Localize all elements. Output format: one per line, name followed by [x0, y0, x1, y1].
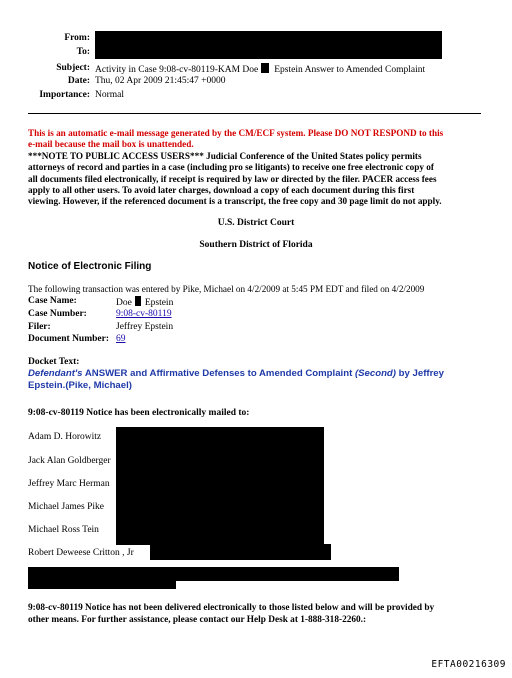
- public-line-4: apply to all other users. To avoid later charges, download a copy of each document during this first: [28, 184, 415, 195]
- recipient-2: Jeffrey Marc Herman: [28, 479, 110, 489]
- docket-tail: by Jeffrey: [398, 368, 444, 379]
- recipient-5: Robert Deweese Critton , Jr: [28, 548, 134, 558]
- case-name-redaction: [135, 296, 141, 306]
- to-label: To:: [76, 47, 90, 57]
- subject-value: [95, 63, 425, 75]
- public-line-5: viewing. However, if the referenced document is a transcript, the free copy and 30 page limit do not apply.: [28, 196, 442, 207]
- not-delivered-line-2: other means. For further assistance, please contact our Help Desk at 1-888-318-2260.:: [28, 615, 367, 625]
- docket-line-2: Epstein.(Pike, Michael): [28, 380, 132, 391]
- recipient-mermelstein-email-redaction-2: [28, 581, 176, 589]
- auto-line-1: This is an automatic e-mail message generated by the CM/ECF system. Please DO NOT RESPOND to this: [28, 128, 444, 138]
- bates-id: EFTA00216309: [431, 659, 506, 670]
- to-redaction: [95, 45, 442, 59]
- recipient-4: Michael Ross Tein: [28, 525, 99, 535]
- case-name-a: Doe: [116, 298, 132, 308]
- filing-heading: Notice of Electronic Filing: [28, 261, 152, 272]
- docket-label: Docket Text:: [28, 357, 80, 367]
- docket-italic-b: (Second): [354, 368, 396, 379]
- date-label: Date:: [67, 76, 90, 86]
- importance-label: Importance:: [39, 90, 90, 100]
- public-access-note: [28, 151, 488, 207]
- case-name-b: Epstein: [144, 298, 174, 308]
- not-delivered-line-1: 9:08-cv-80119 Notice has not been delivered electronically to those listed below and will be provided by: [28, 603, 435, 613]
- docket-line-1: [28, 368, 444, 379]
- auto-message-notice: [28, 128, 488, 151]
- recipient-mermelstein-email-redaction: [28, 567, 399, 581]
- date-value: Thu, 02 Apr 2009 21:45:47 +0000: [95, 76, 226, 86]
- filer-value: Jeffrey Epstein: [116, 322, 174, 332]
- recipients-email-redaction-block: [116, 427, 324, 545]
- public-line-2: attorneys of record and parties in a case (including pro se litigants) to receive one free electronic copy of: [28, 162, 434, 173]
- public-line-3: all documents filed electronically, if receipt is required by law or directed by the filer. PACER access fees: [28, 173, 437, 184]
- subject-label: Subject:: [56, 63, 90, 73]
- case-name-value: [116, 296, 173, 308]
- subject-redaction: [261, 63, 269, 73]
- filer-label: Filer:: [28, 322, 51, 332]
- subject-text-b: Epstein Answer to Amended Complaint: [274, 65, 426, 75]
- subject-text-a: Activity in Case 9:08-cv-80119-KAM Doe: [95, 65, 259, 75]
- case-name-label: Case Name:: [28, 296, 77, 306]
- recipient-3: Michael James Pike: [28, 502, 104, 512]
- recipient-1: Jack Alan Goldberger: [28, 456, 111, 466]
- case-number-label: Case Number:: [28, 309, 87, 319]
- court-district: Southern District of Florida: [199, 240, 313, 250]
- recipient-0: Adam D. Horowitz: [28, 432, 102, 442]
- public-line-1: ***NOTE TO PUBLIC ACCESS USERS*** Judicial Conference of the United States policy permits: [28, 151, 422, 161]
- court-name: U.S. District Court: [217, 218, 295, 228]
- auto-line-2: e-mail because the mail box is unattended.: [28, 139, 194, 150]
- docket-italic-a: Defendant's: [28, 368, 83, 379]
- mailed-heading: 9:08-cv-80119 Notice has been electronically mailed to:: [28, 408, 250, 418]
- recipient-critton-email-redaction: [150, 544, 331, 560]
- header-divider: [28, 113, 481, 114]
- case-number-link[interactable]: 9:08-cv-80119: [116, 309, 172, 319]
- importance-value: Normal: [95, 90, 125, 100]
- from-redaction: [95, 31, 442, 45]
- doc-number-link[interactable]: 69: [116, 334, 126, 344]
- filing-intro: The following transaction was entered by Pike, Michael on 4/2/2009 at 5:45 PM EDT and filed on 4/2/2009: [28, 284, 425, 294]
- doc-number-label: Document Number:: [28, 334, 110, 344]
- docket-rest: ANSWER and Affirmative Defenses to Amended Complaint: [84, 368, 353, 379]
- from-label: From:: [64, 33, 90, 43]
